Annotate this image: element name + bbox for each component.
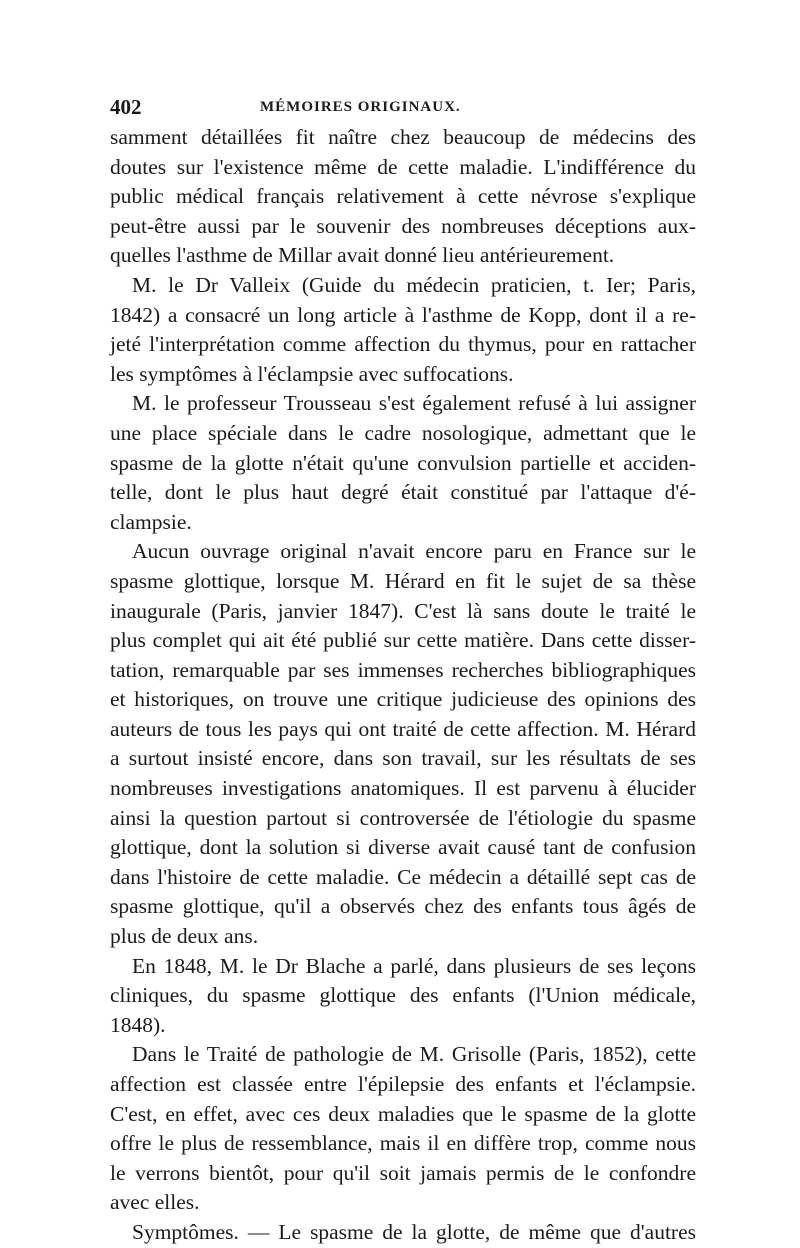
text-line: plus de deux ans. [110,924,259,949]
text-line: telle, dont le plus haut degré était constitué par l'attaque d'é- [110,480,696,505]
text-line: auteurs de tous les pays qui ont traité de cette affection. M. Hérard [110,716,696,741]
page [110,95,696,1248]
text-line: 1842) a consacré un long article à l'asthme de Kopp, dont il a re- [110,302,696,327]
running-title: MÉMOIRES ORIGINAUX. [260,99,461,115]
text-line: jeté l'interprétation comme affection du thymus, pour en rattacher [110,332,696,357]
text-line: M. le Dr Valleix (Guide du médecin praticien, t. Ier; Paris, [132,272,696,297]
text-line: C'est, en effet, avec ces deux maladies que le spasme de la glotte [110,1101,696,1126]
text-line: 1848). [110,1012,166,1037]
running-head [110,95,696,121]
text-line: quelles l'asthme de Millar avait donné lieu antérieurement. [110,243,615,268]
text-line: affection est classée entre l'épilepsie des enfants et l'éclampsie. [110,1072,696,1096]
text-line: M. le professeur Trousseau s'est également refusé à lui assigner [132,391,696,416]
text-line: a surtout insisté encore, dans son travail, sur les résultats de ses [110,746,696,771]
text-line: Dans le Traité de pathologie de M. Grisolle (Paris, 1852), cette [132,1042,696,1067]
text-line: plus complet qui ait été publié sur cette matière. Dans cette disser- [110,628,696,653]
text-line: public médical français relativement à cette névrose s'explique [110,184,696,209]
text-line: les symptômes à l'éclampsie avec suffocations. [110,361,514,386]
text-line: peut-être aussi par le souvenir des nombreuses déceptions aux- [110,213,696,238]
text-line: cliniques, du spasme glottique des enfants (l'Union médicale, [110,983,696,1008]
text-line: inaugurale (Paris, janvier 1847). C'est là sans doute le traité le [110,598,696,623]
text-line: doutes sur l'existence même de cette maladie. L'indifférence du [110,154,696,179]
body-text [110,123,696,1248]
text-line: clampsie. [110,509,192,534]
page-number: 402 [110,95,142,119]
text-line: samment détaillées fit naître chez beaucoup de médecins des [110,125,696,149]
text-line: le verrons bientôt, pour qu'il soit jamais permis de le confondre [110,1160,696,1185]
text-line: dans l'histoire de cette maladie. Ce médecin a détaillé sept cas de [110,864,696,889]
text-line: avec elles. [110,1190,200,1215]
text-line: spasme glottique, lorsque M. Hérard en fit le sujet de sa thèse [110,568,696,593]
text-line: ainsi la question partout si controversée de l'étiologie du spasme [110,805,696,830]
text-line: Aucun ouvrage original n'avait encore paru en France sur le [132,539,696,564]
text-line: En 1848, M. le Dr Blache a parlé, dans plusieurs de ses leçons [132,953,696,978]
text-line: nombreuses investigations anatomiques. Il est parvenu à élucider [110,776,696,801]
text-line: glottique, dont la solution si diverse avait causé tant de confusion [110,835,696,860]
text-line: tation, remarquable par ses immenses recherches bibliographiques [110,657,696,682]
text-line: spasme glottique, qu'il a observés chez des enfants tous âgés de [110,894,696,919]
text-line: offre le plus de ressemblance, mais il en diffère trop, comme nous [110,1131,696,1156]
text-line: une place spéciale dans le cadre nosologique, admettant que le [110,420,696,445]
text-line: spasme de la glotte n'était qu'une convulsion partielle et acciden- [110,450,696,475]
text-line: Symptômes. — Le spasme de la glotte, de même que d'autres [132,1219,696,1244]
text-line: et historiques, on trouve une critique judicieuse des opinions des [110,687,696,712]
